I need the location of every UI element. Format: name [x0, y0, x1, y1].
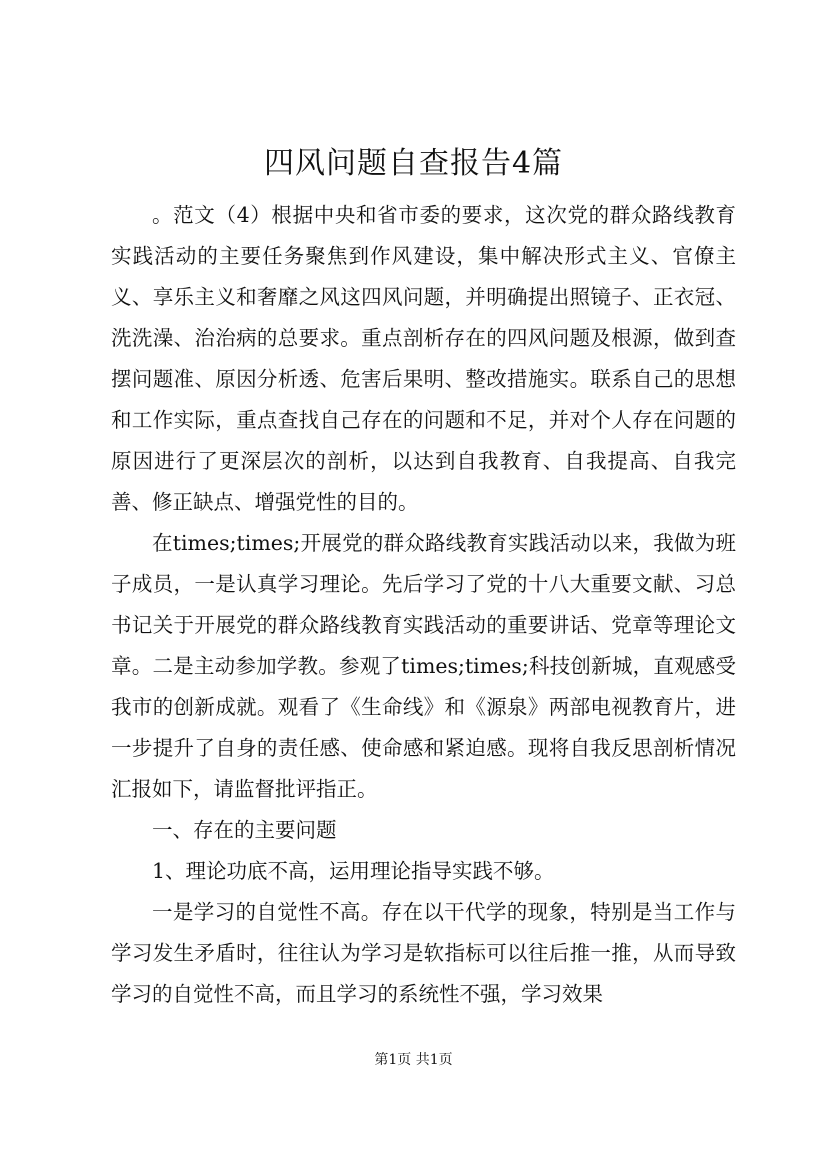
document-title: 四风问题自查报告4篇	[263, 146, 564, 181]
paragraph-1: 。范文（4）根据中央和省市委的要求，这次党的群众路线教育实践活动的主要任务聚焦到作风建设，集中解决形式主义、官僚主义、享乐主义和奢靡之风这四风问题，并明确提出照镜子、正衣冠、洗洗澡、治治病的总要求。重点剖析存在的四风问题及根源，做到查摆问题准、原因分析透、危害后果明、整改措施实。联系自己的思想和工作实际，重点查找自己存在的问题和不足，并对个人存在问题的原因进行了更深层次的剖析，以达到自我教育、自我提高、自我完善、修正缺点、增强党性的目的。	[111, 203, 736, 514]
paragraph-3: 一是学习的自觉性不高。存在以干代学的现象，特别是当工作与学习发生矛盾时，往往认为学习是软指标可以往后推一推，从而导致学习的自觉性不高，而且学习的系统性不强，学习效果	[111, 900, 736, 1006]
document-body	[111, 195, 736, 1015]
subsection-heading: 1、理论功底不高，运用理论指导实践不够。	[152, 859, 555, 883]
section-heading: 一、存在的主要问题	[152, 818, 337, 842]
page-footer: 第1页 共1页	[374, 1052, 453, 1068]
paragraph-2: 在times;times;开展党的群众路线教育实践活动以来，我做为班子成员，一是认真学习理论。先后学习了党的十八大重要文献、习总书记关于开展党的群众路线教育实践活动的重要讲话、党章等理论文章。二是主动参加学教。参观了times;times;科技创新城，直观感受我市的创新成就。观看了《生命线》和《源泉》两部电视教育片，进一步提升了自身的责任感、使命感和紧迫感。现将自我反思剖析情况汇报如下，请监督批评指正。	[111, 531, 736, 801]
